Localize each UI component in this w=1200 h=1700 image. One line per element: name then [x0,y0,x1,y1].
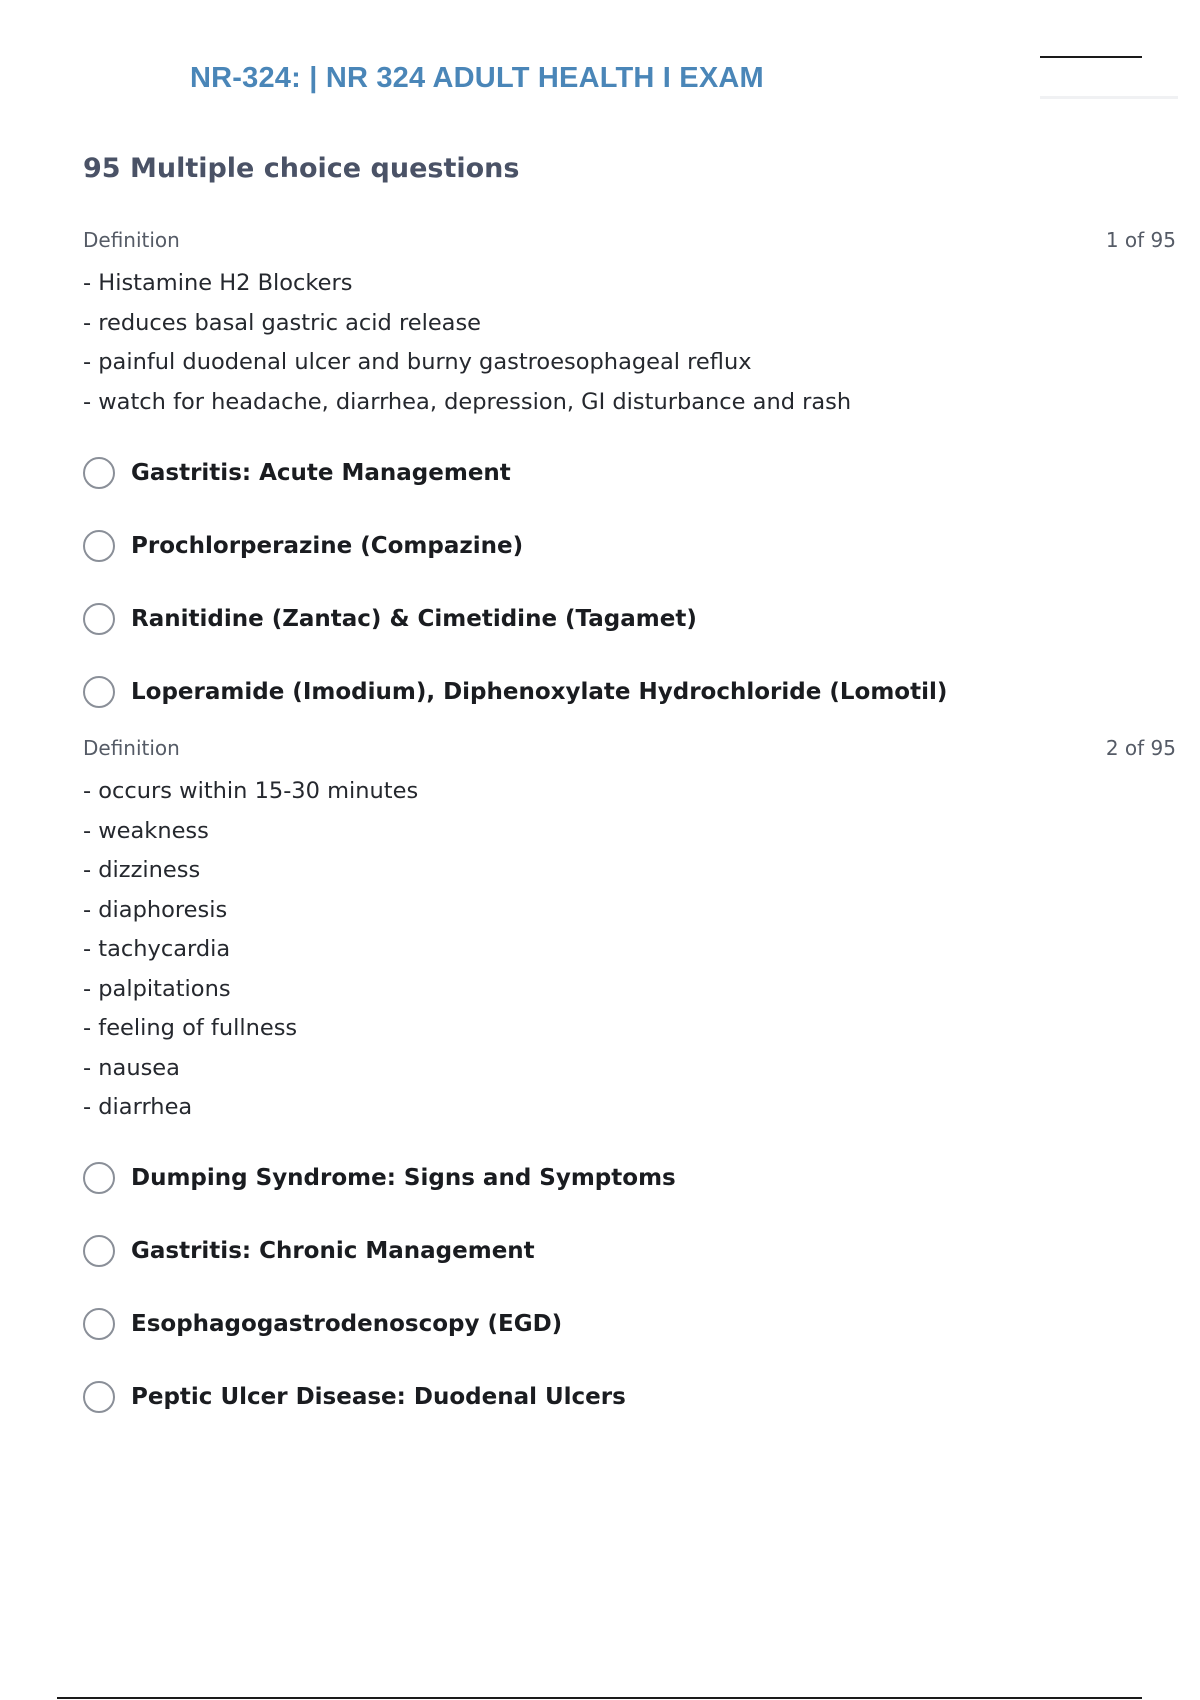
question-header [83,228,1176,254]
answer-option-label: Loperamide (Imodium), Diphenoxylate Hydrochloride (Lomotil) [131,678,948,705]
radio-button[interactable] [83,1235,115,1267]
definition-line: - occurs within 15-30 minutes [83,778,419,804]
answer-options [83,1142,1176,1434]
question-count-heading: 95 Multiple choice questions [83,153,520,184]
footer-rule [57,1697,1142,1699]
answer-option[interactable] [83,1288,1176,1361]
top-right-rule [1040,56,1142,58]
radio-button[interactable] [83,1308,115,1340]
question-counter: 1 of 95 [1105,228,1176,252]
definition-line: - diarrhea [83,1094,193,1120]
answer-option-label: Prochlorperazine (Compazine) [131,532,524,559]
question-type-label: Definition [83,736,180,760]
question-header [83,736,1176,762]
answer-option[interactable] [83,582,1176,655]
radio-button[interactable] [83,1381,115,1413]
answer-option-label: Gastritis: Acute Management [131,459,511,486]
answer-option-label: Peptic Ulcer Disease: Duodenal Ulcers [131,1384,626,1410]
radio-button[interactable] [83,1162,115,1194]
radio-button[interactable] [83,676,115,708]
radio-button[interactable] [83,457,115,489]
definition-line: - tachycardia [83,936,231,962]
answer-option[interactable] [83,1215,1176,1288]
question-counter: 2 of 95 [1105,736,1176,760]
definition-line: - diaphoresis [83,896,228,923]
definition-line: - weakness [83,817,209,844]
answer-option[interactable] [83,1142,1176,1215]
definition-line: - nausea [83,1054,180,1081]
document-title: NR-324: | NR 324 ADULT HEALTH I EXAM [190,62,764,94]
answer-option[interactable] [83,509,1176,582]
question-card-2 [83,736,1176,1434]
radio-button[interactable] [83,530,115,562]
answer-option-label: Gastritis: Chronic Management [131,1238,535,1264]
definition-line: - reduces basal gastric acid release [83,309,482,336]
answer-option-label: Ranitidine (Zantac) & Cimetidine (Tagamet) [131,605,697,632]
question-type-label: Definition [83,228,180,252]
definition-text [83,264,1176,422]
definition-line: - dizziness [83,857,201,883]
definition-line: - painful duodenal ulcer and burny gastroesophageal reflux [83,349,752,375]
answer-options [83,436,1176,728]
radio-button[interactable] [83,603,115,635]
answer-option-label: Dumping Syndrome: Signs and Symptoms [131,1165,676,1191]
answer-option[interactable] [83,436,1176,509]
definition-text [83,772,1176,1128]
question-card-1 [83,228,1176,728]
definition-line: - feeling of fullness [83,1015,298,1041]
definition-line: - Histamine H2 Blockers [83,270,353,296]
answer-option-label: Esophagogastrodenoscopy (EGD) [131,1311,563,1337]
top-right-faint-rule [1040,96,1178,99]
answer-option[interactable] [83,1361,1176,1434]
definition-line: - palpitations [83,975,231,1002]
definition-line: - watch for headache, diarrhea, depression, GI disturbance and rash [83,388,852,415]
answer-option[interactable] [83,655,1176,728]
